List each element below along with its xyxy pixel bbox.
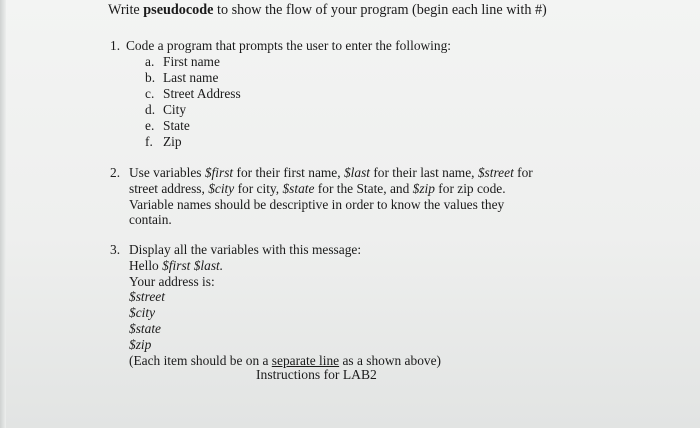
text-run: for the State, and (314, 180, 413, 196)
variable-name: $state (282, 180, 315, 196)
list-item-letter: d. (145, 102, 156, 117)
text-run: street address, (129, 180, 209, 196)
list-item-letter: c. (145, 86, 155, 101)
question-2-number: 2. (110, 165, 121, 180)
heading-suffix: to show the flow of your program (begin each line with #) (213, 2, 547, 18)
text-run: as a shown above) (339, 352, 441, 368)
question-1-number: 1. (110, 38, 121, 53)
list-item-label: State (163, 118, 190, 133)
variable-name: $first (204, 165, 234, 180)
variable-name: $street (477, 165, 514, 180)
heading-prefix: Write (108, 2, 144, 18)
text-run: for their first name, (233, 165, 344, 180)
variable-zip: $zip (129, 336, 152, 352)
text-run: Hello (129, 257, 163, 273)
text-run: (Each item should be on a (129, 352, 272, 368)
text-run: for city, (234, 180, 283, 196)
variable-name: $zip (412, 180, 435, 196)
question-2-body (129, 165, 533, 228)
variable-name: $city (208, 180, 235, 196)
page-left-edge (0, 0, 6, 428)
list-item-label: Zip (163, 134, 182, 149)
list-item-letter: a. (145, 54, 155, 69)
question-2-line (129, 181, 533, 197)
list-item-label: Street Address (163, 86, 241, 101)
list-item-label: First name (163, 54, 220, 69)
text-run: for (513, 165, 533, 180)
text-run: for zip code. (434, 180, 506, 196)
variable-state: $state (129, 320, 161, 336)
question-2-line: contain. (129, 212, 172, 228)
heading-bold: pseudocode (143, 2, 214, 18)
list-item-letter: f. (145, 134, 153, 149)
underlined-text: separate line (271, 352, 340, 368)
question-3-body (129, 242, 441, 368)
caption: Instructions for LAB2 (256, 367, 377, 382)
list-item-letter: e. (145, 118, 155, 133)
variable-name: $last (343, 165, 370, 180)
question-2-line: Variable names should be descriptive in order to know the values they (129, 196, 505, 212)
text-run: Use variables (129, 165, 205, 180)
question-1-text: Code a program that prompts the user to enter the following: (126, 38, 452, 53)
question-3-line: Display all the variables with this message: (129, 242, 362, 257)
list-item-label: Last name (163, 70, 219, 85)
variable-city: $city (129, 305, 156, 321)
list-item-label: City (163, 102, 187, 117)
variable-street: $street (129, 289, 165, 305)
question-2-line (129, 165, 533, 181)
note-line (129, 353, 441, 369)
question-3-number: 3. (110, 242, 121, 257)
address-line: Your address is: (129, 273, 215, 289)
variable-name: $first $last. (162, 257, 224, 273)
text-run: for their last name, (370, 165, 478, 180)
list-item-letter: b. (145, 70, 156, 85)
heading (108, 2, 547, 18)
hello-line (129, 258, 441, 274)
